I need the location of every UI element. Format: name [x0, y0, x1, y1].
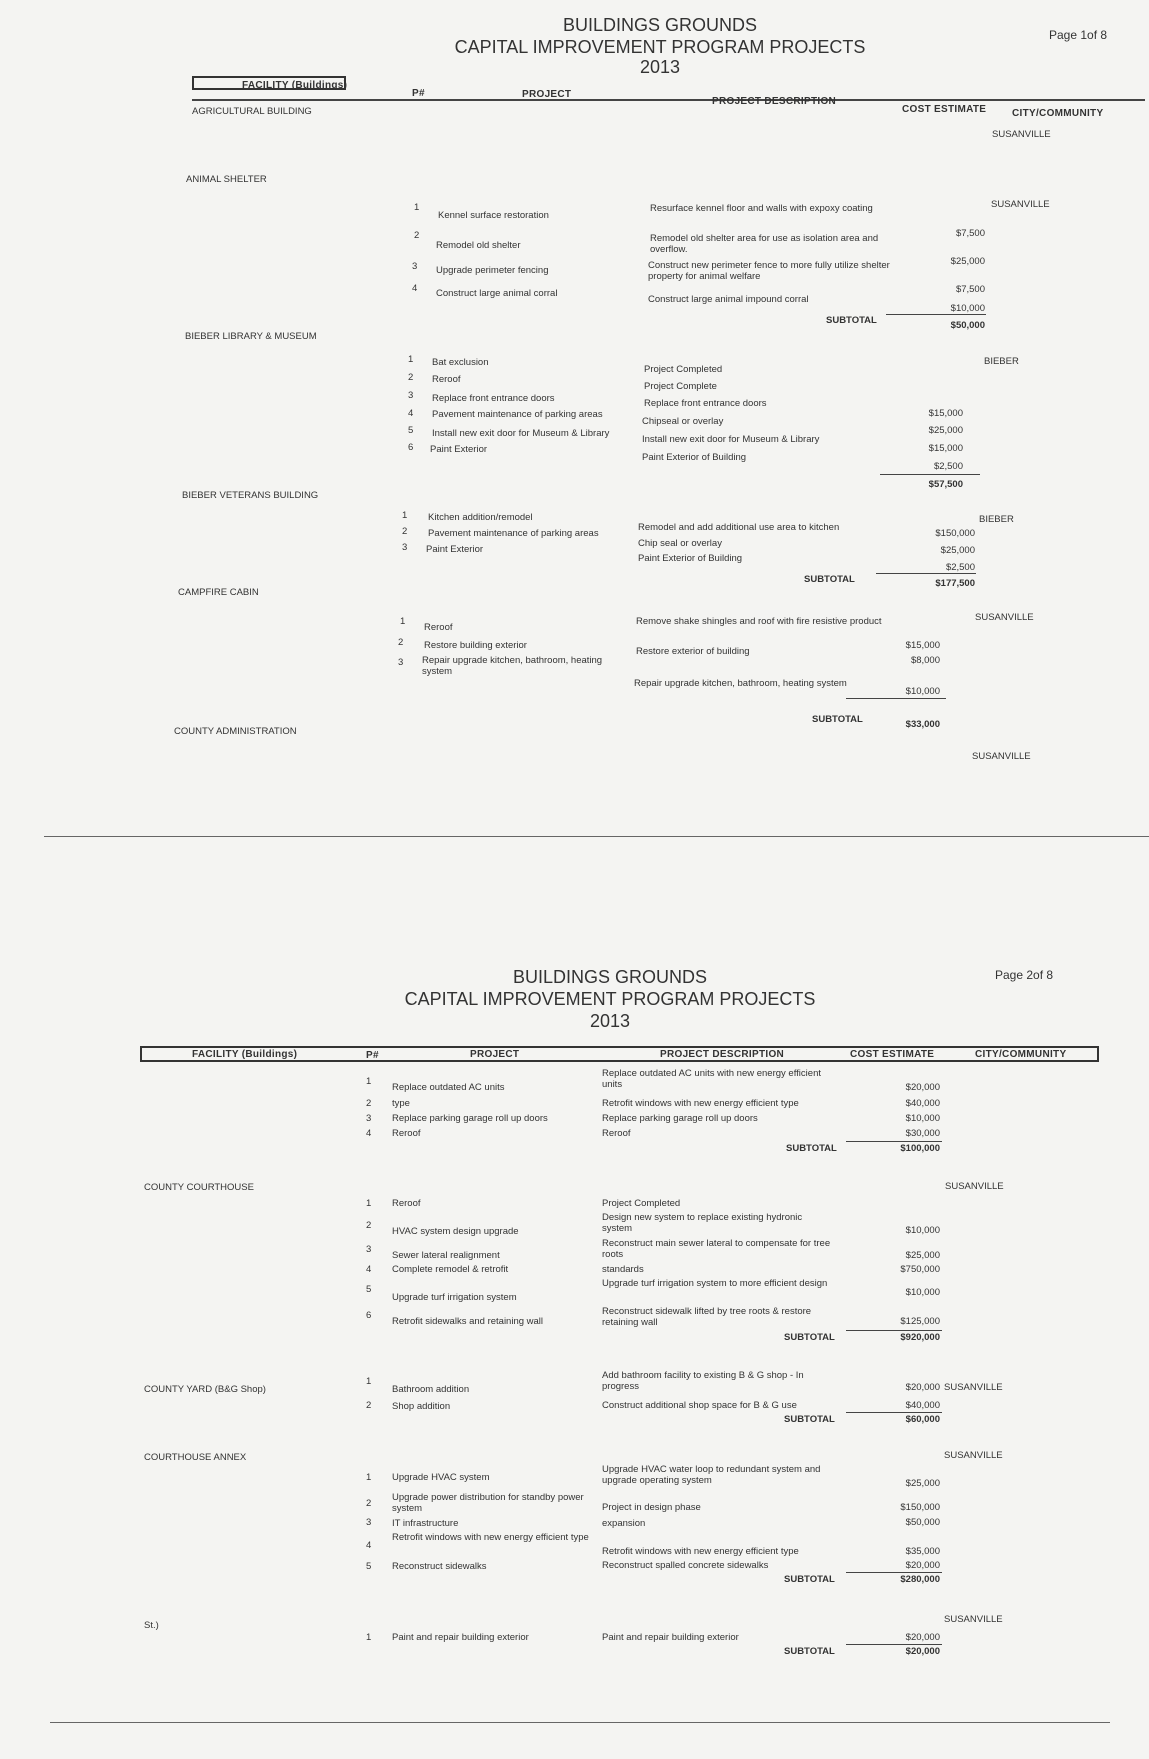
row-cost: $750,000	[900, 1264, 940, 1275]
row-description: Chip seal or overlay	[638, 538, 722, 549]
row-description: Retrofit windows with new energy efficient type	[602, 1546, 799, 1557]
row-cost: $25,000	[905, 1250, 940, 1261]
row-number: 2	[408, 372, 414, 383]
row-number: 2	[398, 637, 404, 648]
row-number: 4	[412, 283, 418, 294]
subtotal-value: $33,000	[905, 719, 940, 730]
row-number: 1	[402, 510, 408, 521]
page-2-header-line-2: CAPITAL IMPROVEMENT PROGRAM PROJECTS	[404, 989, 816, 1009]
row-cost: $25,000	[940, 545, 975, 556]
row-project: Paint and repair building exterior	[392, 1632, 529, 1643]
facility-city: SUSANVILLE	[991, 199, 1050, 210]
row-description: Reconstruct sidewalk lifted by tree roots & restore retaining wall	[602, 1306, 812, 1328]
page-2-header-line-3: 2013	[589, 1011, 631, 1031]
row-description: Retrofit windows with new energy efficient type	[602, 1098, 799, 1109]
page-1-col-project: PROJECT	[522, 89, 572, 100]
row-project: Paint Exterior	[426, 544, 484, 555]
row-description: Resurface kennel floor and walls with expoxy coating	[650, 203, 873, 214]
row-number: 5	[366, 1561, 372, 1572]
row-cost: $25,000	[928, 425, 963, 436]
row-number: 3	[412, 261, 418, 272]
row-cost: $40,000	[905, 1098, 940, 1109]
page-2-col-pnum: P#	[366, 1050, 379, 1061]
row-number: 2	[366, 1098, 372, 1109]
row-cost: $40,000	[905, 1400, 940, 1411]
row-cost: $150,000	[900, 1502, 940, 1513]
row-cost: $8,000	[910, 655, 940, 666]
page-2-col-project: PROJECT	[470, 1049, 520, 1060]
subtotal-value: $50,000	[950, 320, 985, 331]
row-project: Shop addition	[392, 1401, 451, 1412]
row-description: Install new exit door for Museum & Library	[642, 434, 820, 445]
row-number: 1	[366, 1472, 372, 1483]
row-cost: $10,000	[950, 303, 985, 314]
row-project: Sewer lateral realignment	[392, 1250, 500, 1261]
row-project: type	[392, 1098, 410, 1109]
facility-name: CAMPFIRE CABIN	[178, 587, 259, 598]
subtotal-rule	[846, 1572, 942, 1573]
row-cost: $30,000	[905, 1128, 940, 1139]
row-number: 4	[366, 1264, 372, 1275]
subtotal-value: $57,500	[928, 479, 963, 490]
row-project: Restore building exterior	[424, 640, 527, 651]
row-number: 3	[398, 657, 404, 668]
row-description: Paint Exterior of Building	[642, 452, 747, 463]
page-1-header-rule	[192, 99, 1145, 101]
row-description: Remove shake shingles and roof with fire resistive product	[636, 616, 882, 627]
row-description: Remodel old shelter area for use as isolation area and overflow.	[650, 233, 879, 255]
row-number: 1	[414, 202, 420, 213]
page-1-col-facility: FACILITY (Buildings)	[242, 80, 348, 91]
row-project: Install new exit door for Museum & Library	[432, 428, 610, 439]
page-1	[0, 0, 1149, 840]
row-project: Reroof	[392, 1128, 421, 1139]
facility-city: SUSANVILLE	[944, 1382, 1003, 1393]
row-number: 2	[366, 1220, 372, 1231]
row-number: 4	[366, 1540, 372, 1551]
facility-name: BIEBER VETERANS BUILDING	[182, 490, 319, 501]
row-description: Replace front entrance doors	[644, 398, 767, 409]
row-description: Construct new perimeter fence to more fully utilize shelter property for animal welfare	[648, 260, 890, 282]
facility-name: BIEBER LIBRARY & MUSEUM	[185, 331, 317, 342]
page-1-col-city: CITY/COMMUNITY	[1012, 108, 1104, 119]
row-cost: $20,000	[905, 1082, 940, 1093]
row-number: 4	[366, 1128, 372, 1139]
row-description: Restore exterior of building	[636, 646, 750, 657]
facility-city: BIEBER	[979, 514, 1014, 525]
row-cost: $10,000	[905, 1225, 940, 1236]
row-number: 1	[366, 1632, 372, 1643]
facility-name: COUNTY YARD (B&G Shop)	[144, 1384, 266, 1395]
facility-name: ANIMAL SHELTER	[186, 174, 267, 185]
row-description: Reconstruct main sewer lateral to compensate for tree roots	[602, 1238, 831, 1260]
row-description: expansion	[602, 1518, 646, 1529]
row-description: Paint and repair building exterior	[602, 1632, 739, 1643]
subtotal-rule	[846, 1412, 942, 1413]
row-cost: $10,000	[905, 1113, 940, 1124]
row-number: 2	[414, 230, 420, 241]
page-2-header-line-1: BUILDINGS GROUNDS	[512, 967, 708, 987]
subtotal-rule	[846, 1141, 942, 1142]
row-number: 3	[366, 1244, 372, 1255]
row-cost: $7,500	[955, 284, 985, 295]
row-cost: $150,000	[935, 528, 975, 539]
row-project: Reroof	[392, 1198, 421, 1209]
facility-city: SUSANVILLE	[944, 1450, 1003, 1461]
row-project: Bathroom addition	[392, 1384, 470, 1395]
subtotal-value: $60,000	[905, 1414, 940, 1425]
subtotal-label: SUBTOTAL	[784, 1646, 835, 1657]
subtotal-rule	[846, 1644, 942, 1645]
subtotal-value: $100,000	[900, 1143, 940, 1154]
row-project: Upgrade turf irrigation system	[392, 1292, 517, 1303]
subtotal-label: SUBTOTAL	[804, 574, 855, 585]
row-number: 2	[402, 526, 408, 537]
row-number: 1	[366, 1076, 372, 1087]
subtotal-rule	[880, 474, 980, 475]
row-number: 1	[366, 1376, 372, 1387]
row-description: Replace parking garage roll up doors	[602, 1113, 758, 1124]
subtotal-label: SUBTOTAL	[784, 1332, 835, 1343]
row-project: Retrofit windows with new energy efficient type	[392, 1532, 589, 1543]
row-project: Reconstruct sidewalks	[392, 1561, 487, 1572]
row-description: Construct additional shop space for B & G use	[602, 1400, 797, 1411]
page-2-col-cost: COST ESTIMATE	[850, 1049, 935, 1060]
row-cost: $7,500	[955, 228, 985, 239]
facility-city: SUSANVILLE	[945, 1181, 1004, 1192]
row-cost: $15,000	[928, 408, 963, 419]
row-cost: $15,000	[928, 443, 963, 454]
row-project: Construct large animal corral	[436, 288, 558, 299]
subtotal-label: SUBTOTAL	[786, 1143, 837, 1154]
subtotal-rule	[886, 314, 986, 315]
row-description: Upgrade HVAC water loop to redundant system and upgrade operating system	[602, 1464, 821, 1486]
row-project: Replace outdated AC units	[392, 1082, 505, 1093]
page-2	[0, 920, 1149, 1759]
row-project: HVAC system design upgrade	[392, 1226, 519, 1237]
page-1-col-cost: COST ESTIMATE	[902, 104, 987, 115]
subtotal-rule	[876, 573, 976, 574]
row-description: Add bathroom facility to existing B & G shop - In progress	[602, 1370, 804, 1392]
page-1-col-description: PROJECT DESCRIPTION	[712, 96, 837, 107]
page-1-header-line-2: CAPITAL IMPROVEMENT PROGRAM PROJECTS	[454, 37, 866, 57]
row-number: 3	[366, 1517, 372, 1528]
row-description: Paint Exterior of Building	[638, 553, 743, 564]
row-description: Upgrade turf irrigation system to more efficient design	[602, 1278, 828, 1289]
page-2-col-description: PROJECT DESCRIPTION	[660, 1049, 785, 1060]
row-cost: $10,000	[905, 686, 940, 697]
row-project: Complete remodel & retrofit	[392, 1264, 509, 1275]
row-number: 5	[408, 425, 414, 436]
facility-name: COURTHOUSE ANNEX	[144, 1452, 247, 1463]
subtotal-value: $920,000	[900, 1332, 940, 1343]
page-1-header-line-1: BUILDINGS GROUNDS	[562, 15, 758, 35]
row-description: Chipseal or overlay	[642, 416, 724, 427]
row-cost: $20,000	[905, 1560, 940, 1571]
row-project: Retrofit sidewalks and retaining wall	[392, 1316, 544, 1327]
facility-name: COUNTY COURTHOUSE	[144, 1182, 254, 1193]
row-description: Remodel and add additional use area to kitchen	[638, 522, 840, 533]
row-project: Reroof	[424, 622, 453, 633]
row-cost: $20,000	[905, 1632, 940, 1643]
row-description: Replace outdated AC units with new energy efficient units	[602, 1068, 821, 1090]
page-2-bottom-edge	[50, 1722, 1110, 1723]
row-description: Project Complete	[644, 381, 717, 392]
facility-name: St.)	[144, 1620, 159, 1631]
row-project: Upgrade power distribution for standby power system	[392, 1492, 584, 1514]
facility-name: COUNTY ADMINISTRATION	[174, 726, 297, 737]
row-cost: $50,000	[905, 1517, 940, 1528]
subtotal-label: SUBTOTAL	[826, 315, 877, 326]
row-number: 3	[366, 1113, 372, 1124]
row-number: 4	[408, 408, 414, 419]
row-description: Project Completed	[602, 1198, 681, 1209]
facility-city: SUSANVILLE	[992, 129, 1051, 140]
subtotal-label: SUBTOTAL	[812, 714, 863, 725]
row-description: Project in design phase	[602, 1502, 701, 1513]
subtotal-rule	[846, 698, 946, 699]
row-project: Kitchen addition/remodel	[428, 512, 533, 523]
page-2-col-city: CITY/COMMUNITY	[975, 1049, 1067, 1060]
row-project: Replace parking garage roll up doors	[392, 1113, 548, 1124]
row-description: Construct large animal impound corral	[648, 294, 809, 305]
subtotal-value: $280,000	[900, 1574, 940, 1585]
facility-name: AGRICULTURAL BUILDING	[192, 106, 312, 117]
row-number: 2	[366, 1498, 372, 1509]
page-1-label: Page 1of 8	[1049, 28, 1108, 42]
row-project: Reroof	[432, 374, 461, 385]
page-1-col-pnum: P#	[412, 88, 425, 99]
row-cost: $2,500	[933, 461, 963, 472]
row-project: Paint Exterior	[430, 444, 488, 455]
subtotal-label: SUBTOTAL	[784, 1574, 835, 1585]
facility-city: SUSANVILLE	[972, 751, 1031, 762]
page-2-col-facility: FACILITY (Buildings)	[192, 1049, 298, 1060]
row-project: Replace front entrance doors	[432, 393, 555, 404]
row-project: Upgrade HVAC system	[392, 1472, 490, 1483]
row-description: Reroof	[602, 1128, 631, 1139]
row-cost: $35,000	[905, 1546, 940, 1557]
row-cost: $20,000	[905, 1382, 940, 1393]
row-number: 3	[402, 542, 408, 553]
row-number: 2	[366, 1400, 372, 1411]
row-number: 6	[366, 1310, 372, 1321]
row-project: Remodel old shelter	[436, 240, 521, 251]
facility-city: SUSANVILLE	[975, 612, 1034, 623]
row-project: IT infrastructure	[392, 1518, 459, 1529]
facility-city: BIEBER	[984, 356, 1019, 367]
row-number: 1	[400, 616, 406, 627]
row-number: 5	[366, 1284, 372, 1295]
row-project: Kennel surface restoration	[438, 210, 549, 221]
page-2-label: Page 2of 8	[995, 968, 1054, 982]
row-cost: $15,000	[905, 640, 940, 651]
facility-city: SUSANVILLE	[944, 1614, 1003, 1625]
subtotal-value: $177,500	[935, 578, 975, 589]
row-number: 3	[408, 390, 414, 401]
page-1-header-line-3: 2013	[639, 57, 681, 77]
page-1-bottom-edge	[44, 836, 1149, 837]
row-number: 1	[366, 1198, 372, 1209]
row-description: standards	[602, 1264, 644, 1275]
row-description: Project Completed	[644, 364, 723, 375]
row-cost: $2,500	[945, 562, 975, 573]
row-description: Repair upgrade kitchen, bathroom, heating system	[634, 678, 847, 689]
row-project: Bat exclusion	[432, 357, 489, 368]
row-description: Reconstruct spalled concrete sidewalks	[602, 1560, 769, 1571]
row-project: Pavement maintenance of parking areas	[428, 528, 599, 539]
row-cost: $25,000	[905, 1478, 940, 1489]
subtotal-label: SUBTOTAL	[784, 1414, 835, 1425]
subtotal-value: $20,000	[905, 1646, 940, 1657]
row-description: Design new system to replace existing hydronic system	[602, 1212, 803, 1234]
row-cost: $10,000	[905, 1287, 940, 1298]
row-number: 1	[408, 354, 414, 365]
row-project: Upgrade perimeter fencing	[436, 265, 549, 276]
row-project: Repair upgrade kitchen, bathroom, heating system	[422, 655, 603, 677]
row-number: 6	[408, 442, 414, 453]
row-cost: $25,000	[950, 256, 985, 267]
row-cost: $125,000	[900, 1316, 940, 1327]
subtotal-rule	[846, 1330, 942, 1331]
row-project: Pavement maintenance of parking areas	[432, 409, 603, 420]
